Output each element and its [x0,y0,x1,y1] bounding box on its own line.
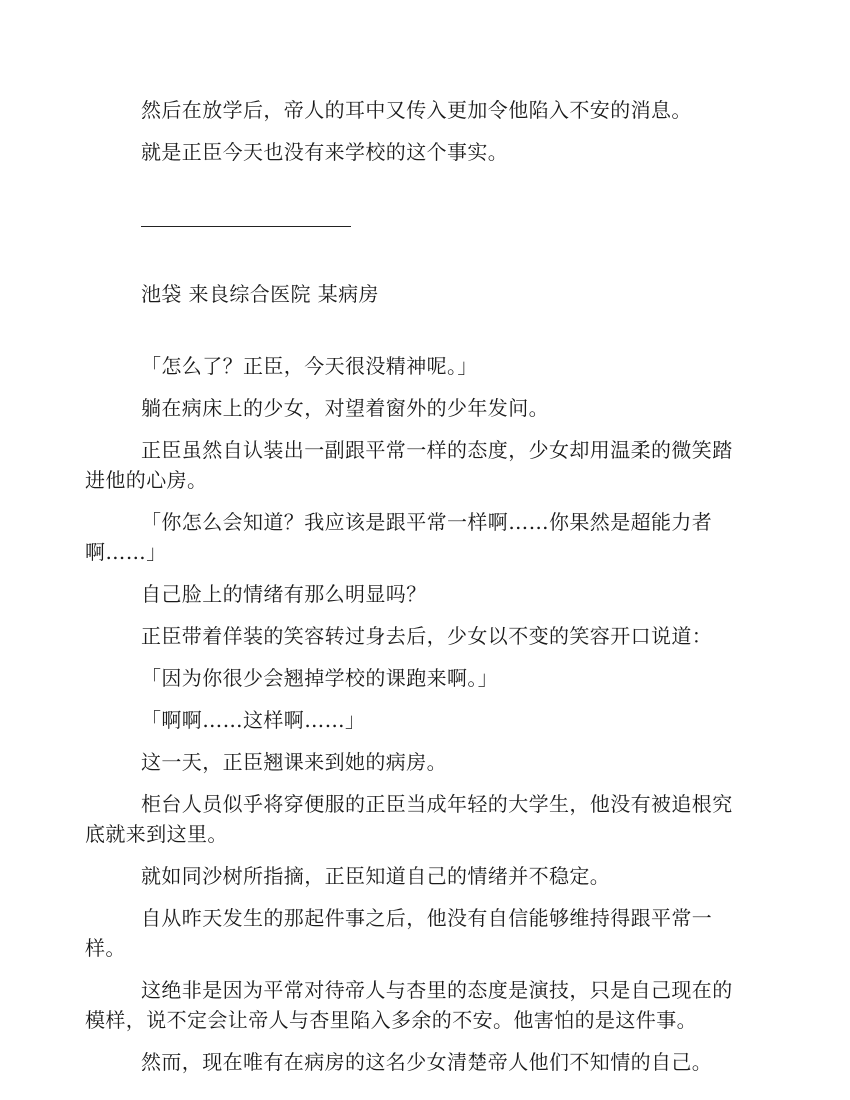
paragraph: 这绝非是因为平常对待帝人与杏里的态度是演技，只是自己现在的模样，说不定会让帝人与杏里陷入多余的不安。他害怕的是这件事。 [85,978,733,1032]
paragraph: 这一天，正臣翘课来到她的病房。 [141,750,447,774]
paragraph: 「你怎么会知道？我应该是跟平常一样啊……你果然是超能力者啊……」 [85,510,713,564]
scene-heading: 池袋 来良综合医院 某病房 [141,282,379,306]
paragraph: 就如同沙树所指摘，正臣知道自己的情绪并不稳定。 [141,864,611,888]
paragraph: 然而，现在唯有在病房的这名少女清楚帝人他们不知情的自己。 [141,1050,713,1074]
paragraph: 然后在放学后，帝人的耳中又传入更加令他陷入不安的消息。 [141,98,692,122]
paragraph: 「因为你很少会翘掉学校的课跑来啊。」 [141,666,499,690]
paragraph: 正臣带着佯装的笑容转过身去后，少女以不变的笑容开口说道： [141,624,713,648]
paragraph: 正臣虽然自认装出一副跟平常一样的态度，少女却用温柔的微笑踏进他的心房。 [85,438,733,492]
paragraph: 自己脸上的情绪有那么明显吗？ [141,582,427,606]
paragraph: 「怎么了？正臣，今天很没精神呢。」 [141,354,478,378]
paragraph: 躺在病床上的少女，对望着窗外的少年发问。 [141,396,549,420]
paragraph: 就是正臣今天也没有来学校的这个事实。 [141,140,509,164]
paragraph: 柜台人员似乎将穿便服的正臣当成年轻的大学生，他没有被追根究底就来到这里。 [85,792,733,846]
paragraph: 「啊啊……这样啊……」 [141,708,366,732]
paragraph: 自从昨天发生的那起件事之后，他没有自信能够维持得跟平常一样。 [85,906,713,960]
